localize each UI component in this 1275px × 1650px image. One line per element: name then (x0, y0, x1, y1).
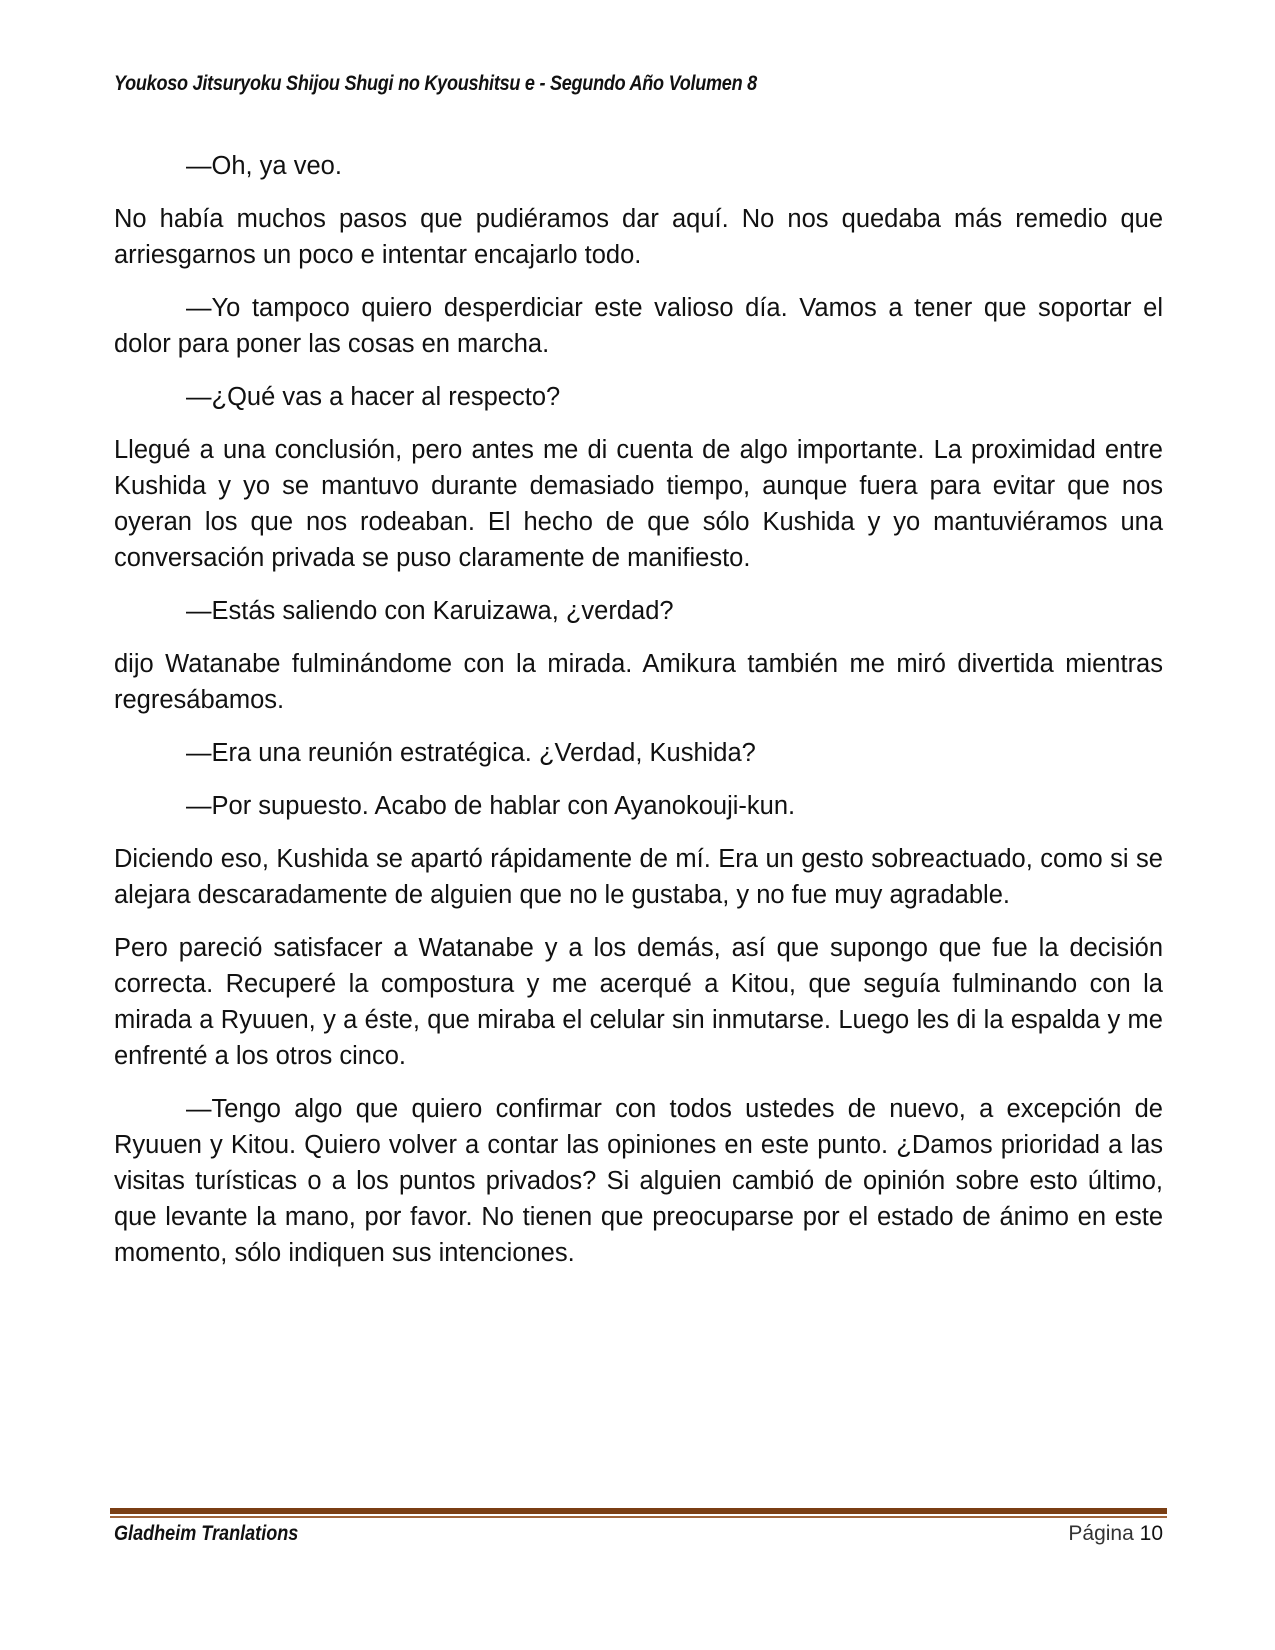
paragraph: —Era una reunión estratégica. ¿Verdad, Kushida? (186, 739, 756, 767)
paragraph: —Yo tampoco quiero desperdiciar este valioso día. Vamos a tener que soportar el dolor para poner las cosas en marcha. (114, 294, 1163, 358)
paragraph: —Oh, ya veo. (186, 152, 342, 180)
paragraph: Diciendo eso, Kushida se apartó rápidamente de mí. Era un gesto sobreactuado, como si se alejara descaradamente de alguien que no le gustaba, y no fue muy agradable. (114, 845, 1163, 909)
footer-publisher: Gladheim Tranlations (114, 1522, 299, 1545)
running-header: Youkoso Jitsuryoku Shijou Shugi no Kyoushitsu e - Segundo Año Volumen 8 (114, 72, 757, 95)
paragraph: —¿Qué vas a hacer al respecto? (186, 383, 561, 411)
paragraph: dijo Watanabe fulminándome con la mirada. Amikura también me miró divertida mientras regresábamos. (114, 650, 1163, 714)
paragraph: —Estás saliendo con Karuizawa, ¿verdad? (186, 597, 674, 625)
page-number (1068, 1522, 1163, 1546)
footer-rule (110, 1508, 1167, 1514)
paragraph: —Tengo algo que quiero confirmar con todos ustedes de nuevo, a excepción de Ryuuen y Kitou. Quiero volver a contar las opiniones en este punto. ¿Damos prioridad a las visitas turísticas o a los puntos privados? Si alguien cambió de opinión sobre esto último, que levante la mano, por favor. No tienen que preocuparse por el estado de ánimo en este momento, sólo indiquen sus intenciones. (114, 1095, 1163, 1267)
paragraph: No había muchos pasos que pudiéramos dar aquí. No nos quedaba más remedio que arriesgarnos un poco e intentar encajarlo todo. (114, 205, 1163, 269)
paragraph: Llegué a una conclusión, pero antes me di cuenta de algo importante. La proximidad entre Kushida y yo se mantuvo durante demasiado tiempo, aunque fuera para evitar que nos oyeran los que nos rodeaban. El hecho de que sólo Kushida y yo mantuviéramos una conversación privada se puso claramente de manifiesto. (114, 436, 1163, 572)
paragraph: Pero pareció satisfacer a Watanabe y a los demás, así que supongo que fue la decisión correcta. Recuperé la compostura y me acerqué a Kitou, que seguía fulminando con la mirada a Ryuuen, y a éste, que miraba el celular sin inmutarse. Luego les di la espalda y me enfrenté a los otros cinco. (114, 934, 1163, 1070)
footer-rule-thin (110, 1516, 1167, 1518)
page-label: Página (1068, 1522, 1134, 1545)
paragraph: —Por supuesto. Acabo de hablar con Ayanokouji-kun. (186, 792, 796, 820)
page-body (114, 148, 1163, 1288)
page-number-value: 10 (1139, 1522, 1163, 1545)
